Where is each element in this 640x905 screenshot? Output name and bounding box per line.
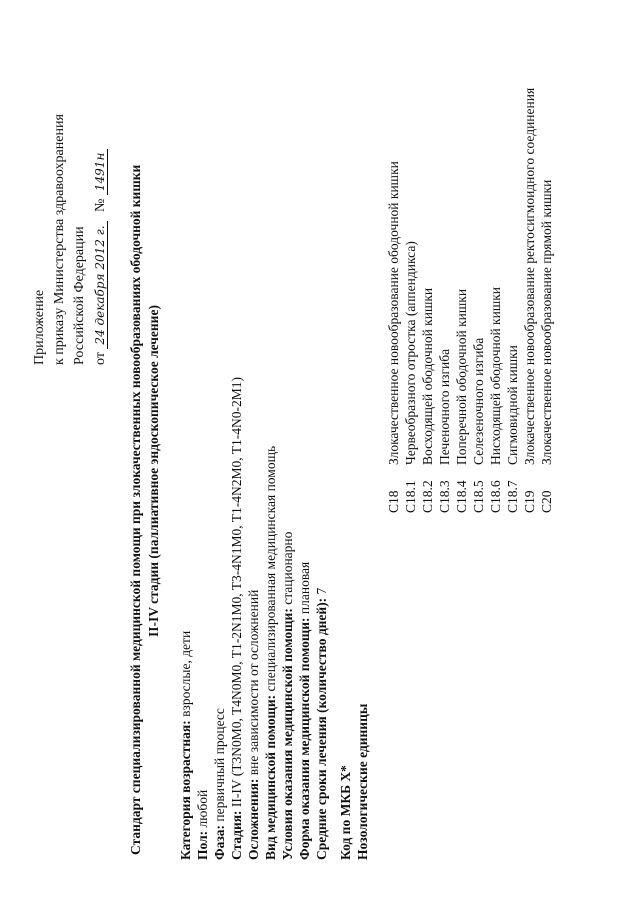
field-care-form: Форма оказания медицинской помощи: плановая <box>297 561 312 860</box>
field-treatment-duration: Средние сроки лечения (количество дней): 7 <box>314 587 329 860</box>
field-age-category: Категория возрастная: взрослые, дети <box>178 630 193 860</box>
icd-description: Червеобразного отростка (аппендикса) <box>403 241 418 465</box>
icd-code: C18 <box>386 490 401 513</box>
icd-code: C18.6 <box>488 480 503 513</box>
nosology-label: Нозологические единицы <box>355 703 370 860</box>
field-care-type: Вид медицинской помощи: специализированная медицинская помощь <box>263 445 278 860</box>
icd-code: C18.1 <box>403 480 418 513</box>
icd-code: C18.3 <box>437 480 452 513</box>
icd-description: Сигмовидной кишки <box>505 345 520 465</box>
standard-title-line-2: II-IV стадии (паллиативное эндоскопическое лечение) <box>146 305 161 637</box>
icd-code: C18.4 <box>454 480 469 513</box>
icd-code: C19 <box>522 490 537 513</box>
standard-title-line-1: Стандарт специализированной медицинской помощи при злокачественных новообразованиях ободочной кишки <box>128 164 143 855</box>
icd-code: C18.5 <box>471 480 486 513</box>
icd-description: Злокачественное новообразование прямой кишки <box>539 179 554 465</box>
icd-code: C18.2 <box>420 480 435 513</box>
icd-description: Селезеночного изгиба <box>471 337 486 465</box>
icd-description: Злокачественное новообразование ободочной кишки <box>386 161 401 465</box>
field-care-conditions: Условия оказания медицинской помощи: стационарно <box>280 531 295 860</box>
field-stage: Стадия: II-IV (T3N0M0, T4N0M0, T1-2N1M0, T3-4N1M0, T1-4N2M0, T1-4N0-2M1) <box>229 376 244 860</box>
field-phase: Фаза: первичный процесс <box>212 708 227 860</box>
appendix-line-1: к приказу Министерства здравоохранения <box>52 114 67 365</box>
icd-description: Печеночного изгиба <box>437 348 452 465</box>
icd-description: Злокачественное новообразование ректосигмоидного соединения <box>522 87 537 465</box>
appendix-line-2: Российской Федерации <box>72 226 87 365</box>
field-sex: Пол: любой <box>195 789 210 860</box>
number-handwritten: 1491н <box>93 149 108 195</box>
appendix-title: Приложение <box>32 289 47 365</box>
icd-code: C20 <box>539 490 554 513</box>
date-prefix: от <box>93 352 108 365</box>
number-prefix: № <box>93 198 108 212</box>
field-complications: Осложнения: вне зависимости от осложнений <box>246 589 261 860</box>
date-handwritten: 24 декабря 2012 г. <box>93 221 108 348</box>
icd-code: C18.7 <box>505 480 520 513</box>
icd-description: Поперечной ободочной кишки <box>454 288 469 465</box>
icd-label: Код по МКБ X* <box>338 765 353 860</box>
icd-description: Восходящей ободочной кишки <box>420 287 435 465</box>
appendix-date-line <box>92 149 109 365</box>
icd-description: Нисходящей ободочной кишки <box>488 286 503 465</box>
